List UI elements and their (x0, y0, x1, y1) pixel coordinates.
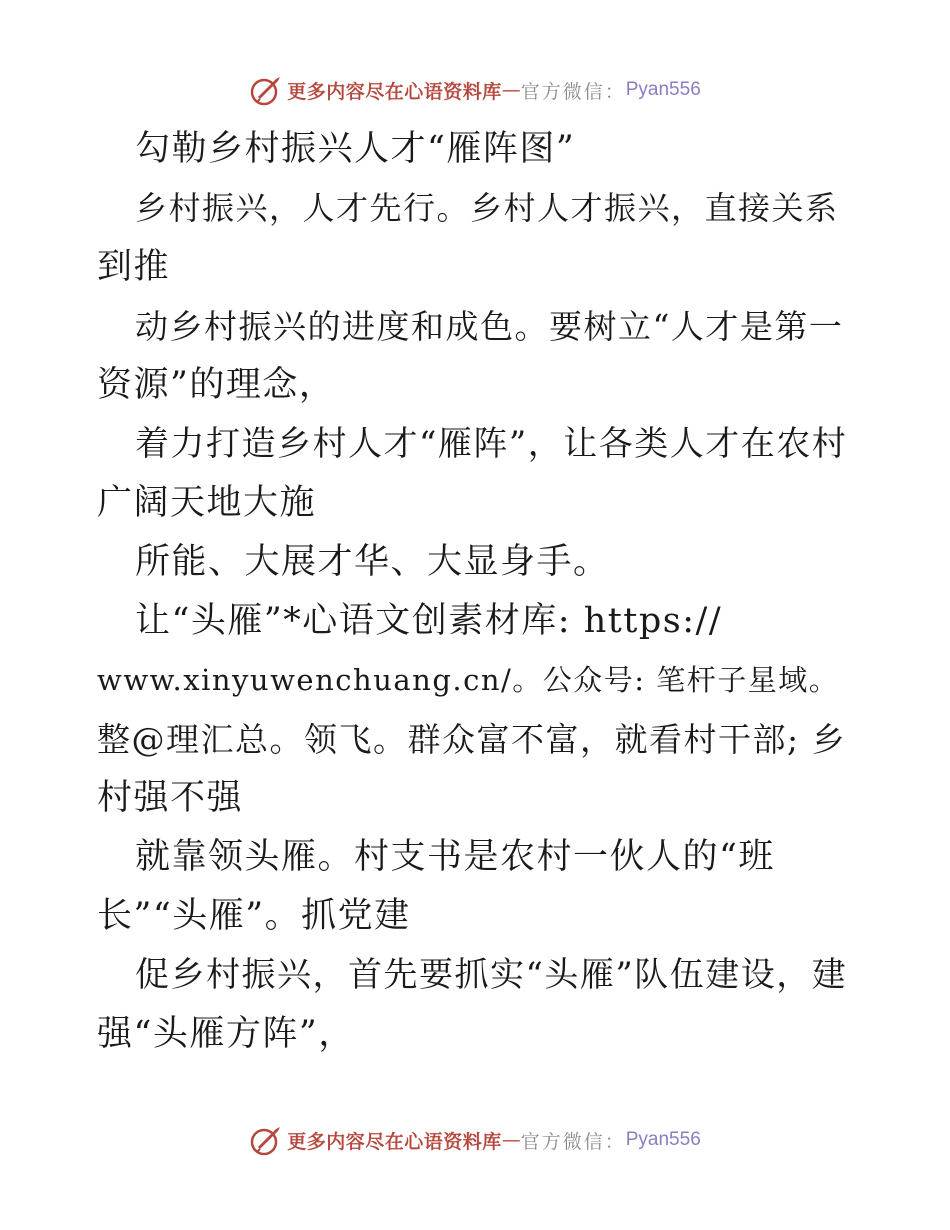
text-line: 就靠领头雁。村支书是农村一伙人的“班 (135, 837, 775, 877)
text-line: 资源”的理念， (97, 365, 336, 405)
text-line: 着力打造乡村人才“雁阵”，让各类人才在农村 (135, 424, 848, 464)
banner-wechat-label: 官方微信： (520, 1130, 626, 1153)
text-line: 村强不强 (97, 778, 244, 818)
text-line: 所能、大展才华、大显身手。 (135, 542, 610, 582)
text-line: 动乡村振兴的进度和成色。要树立“人才是第一 (135, 307, 844, 346)
banner-dash: — (501, 79, 521, 101)
text-line: 乡村振兴，人才先行。乡村人才振兴，直接关系 (135, 189, 839, 227)
text-line: 勾勒乡村振兴人才“雁阵图” (135, 129, 576, 169)
header-watermark-banner (0, 70, 950, 110)
quill-pen-logo-icon (249, 73, 283, 107)
text-line: 到推 (97, 247, 171, 287)
text-line: 广阔天地大施 (97, 483, 317, 523)
text-line: 让“头雁”*心语文创素材库: https:// (135, 601, 723, 641)
banner-wechat-id: Pyan556 (625, 1129, 701, 1150)
text-line: 促乡村振兴，首先要抓实“头雁”队伍建设，建 (135, 955, 848, 995)
quill-pen-logo-icon (249, 1123, 283, 1157)
banner-site-text: 更多内容尽在心语资料库 (287, 80, 502, 103)
banner-wechat-label: 官方微信： (520, 80, 626, 103)
banner-wechat-id: Pyan556 (625, 79, 701, 100)
banner-dash: — (501, 1129, 521, 1151)
footer-watermark-banner (0, 1120, 950, 1160)
banner-site-text: 更多内容尽在心语资料库 (287, 1130, 502, 1153)
text-line: www.xinyuwenchuang.cn/。公众号: 笔杆子星域。 (97, 663, 840, 697)
text-line: 长”“头雁”。抓党建 (97, 896, 411, 936)
text-line: 整@理汇总。领飞。群众富不富，就看村干部; 乡 (97, 720, 847, 759)
text-line: 强“头雁方阵”， (97, 1014, 355, 1054)
document-body (97, 120, 857, 1064)
